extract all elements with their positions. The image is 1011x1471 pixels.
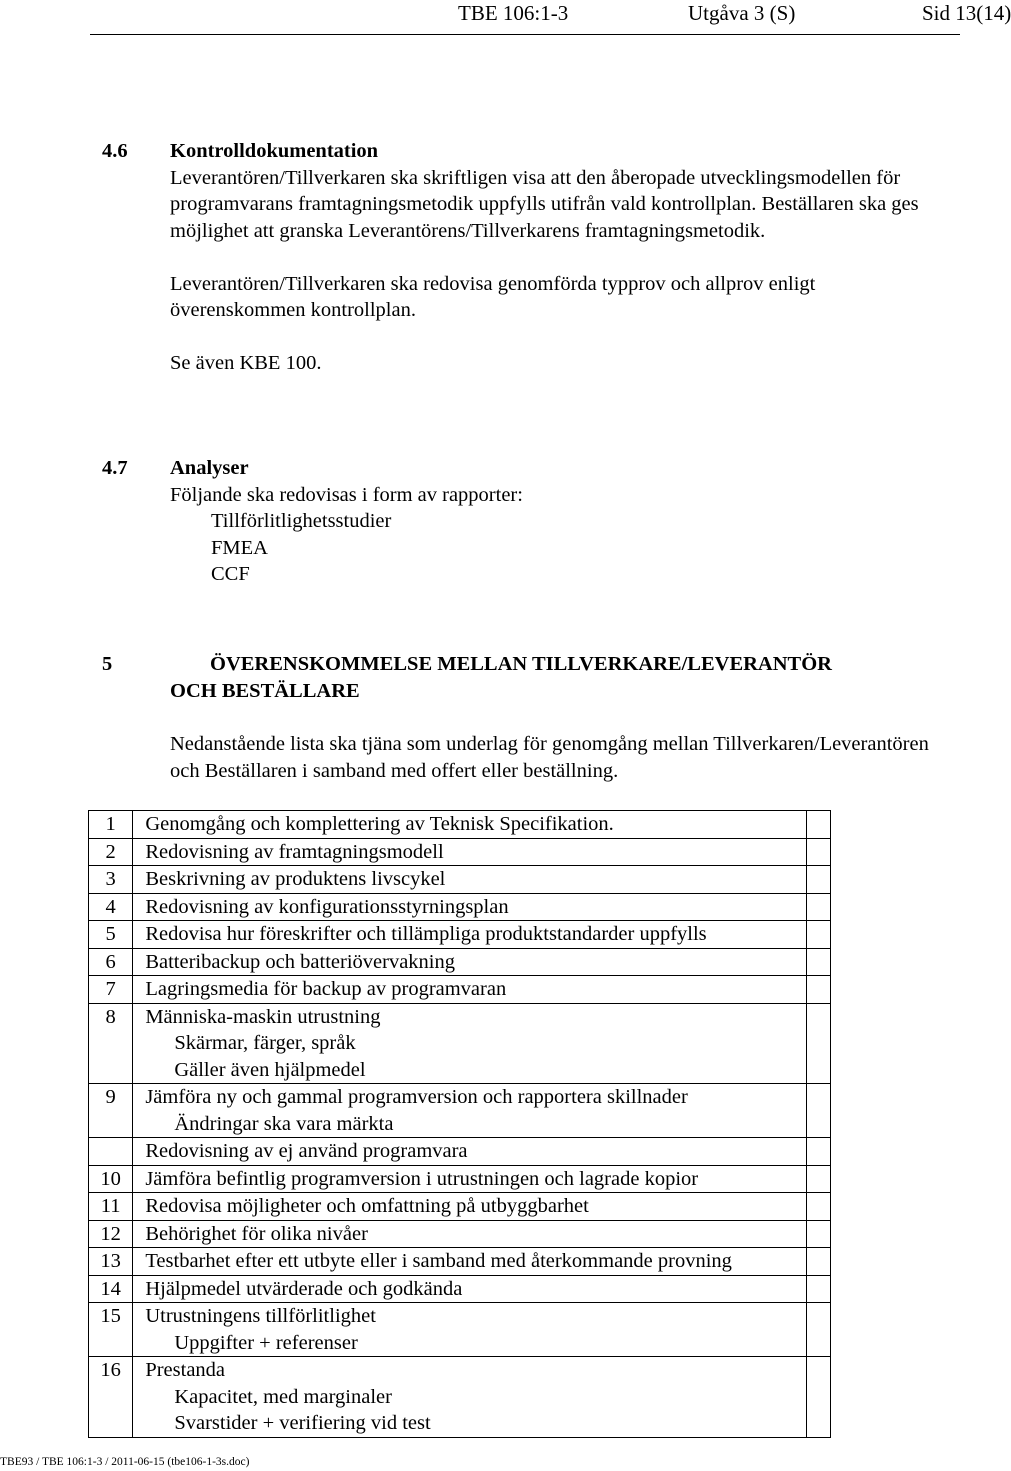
empty-cell	[806, 1084, 830, 1138]
item-number: 13	[89, 1248, 133, 1276]
item-subline: Skärmar, färger, språk	[174, 1032, 356, 1054]
table-row	[89, 1003, 831, 1084]
list-item: Tillförlitlighetsstudier	[211, 510, 392, 532]
item-line: Lagringsmedia för backup av programvaran	[145, 978, 507, 1000]
item-line: Redovisa hur föreskrifter och tillämpliga produktstandarder uppfylls	[145, 923, 707, 945]
item-line: Prestanda	[145, 1359, 226, 1381]
item-line: Redovisa möjligheter och omfattning på utbyggbarhet	[145, 1195, 589, 1217]
item-text	[133, 1084, 806, 1138]
empty-cell	[806, 1303, 830, 1357]
table-row	[89, 893, 831, 921]
table-row	[89, 1193, 831, 1221]
item-number: 16	[89, 1357, 133, 1438]
table-row	[89, 838, 831, 866]
list-item: CCF	[211, 563, 250, 585]
section-number: 4.6	[102, 140, 128, 162]
item-subline: Kapacitet, med marginaler	[174, 1385, 392, 1408]
item-number: 12	[89, 1220, 133, 1248]
empty-cell	[806, 976, 830, 1004]
item-text	[133, 838, 806, 866]
list-item: FMEA	[211, 536, 268, 559]
item-text	[133, 1165, 806, 1193]
item-number: 7	[89, 976, 133, 1004]
section-title: Analyser	[170, 457, 249, 479]
item-line: Redovisning av ej använd programvara	[145, 1140, 468, 1162]
table-row	[89, 1248, 831, 1276]
item-line: Batteribackup och batteriövervakning	[145, 950, 455, 973]
item-number: 4	[89, 893, 133, 921]
section-body	[170, 165, 940, 377]
item-line: Genomgång och komplettering av Teknisk Specifikation.	[145, 813, 614, 835]
item-text	[133, 921, 806, 949]
item-text	[133, 866, 806, 894]
item-text	[133, 1193, 806, 1221]
item-subline: Uppgifter + referenser	[174, 1331, 358, 1354]
empty-cell	[806, 1220, 830, 1248]
item-number: 9	[89, 1084, 133, 1138]
item-line: Hjälpmedel utvärderade och godkända	[145, 1277, 463, 1300]
section-number: 4.7	[102, 457, 128, 479]
item-text	[133, 1275, 806, 1303]
table-row	[89, 1220, 831, 1248]
section-number: 5	[102, 653, 113, 675]
empty-cell	[806, 1003, 830, 1084]
table-row	[89, 866, 831, 894]
empty-cell	[806, 893, 830, 921]
item-line: Utrustningens tillförlitlighet	[145, 1305, 376, 1327]
empty-cell	[806, 1248, 830, 1276]
item-text	[133, 948, 806, 976]
empty-cell	[806, 948, 830, 976]
paragraph: Leverantören/Tillverkaren ska redovisa genomförda typprov och allprov enligt överenskommen kontrollplan.	[170, 272, 816, 321]
item-text	[133, 811, 806, 839]
paragraph: Nedanstående lista ska tjäna som underlag för genomgång mellan Tillverkaren/Leverantören och Beställaren i samband med offert eller beställning.	[170, 733, 929, 782]
paragraph: Leverantören/Tillverkaren ska skriftligen visa att den åberopade utvecklingsmodellen för programvarans framtagningsmetodik uppfylls utifrån vald kontrollplan. Beställaren ska ges möjlighet att granska Leverantörens/Tillverkarens framtagningsmetodik.	[170, 166, 919, 242]
item-subline: Gäller även hjälpmedel	[174, 1058, 366, 1081]
item-text	[133, 976, 806, 1004]
empty-cell	[806, 1193, 830, 1221]
table-row	[89, 976, 831, 1004]
item-number: 2	[89, 838, 133, 866]
paragraph: Se även KBE 100.	[170, 352, 322, 374]
item-line: Beskrivning av produktens livscykel	[145, 868, 446, 890]
item-number: 6	[89, 948, 133, 976]
table-row	[89, 1303, 831, 1357]
item-text	[133, 1003, 806, 1084]
table-row	[89, 1357, 831, 1438]
item-text	[133, 1248, 806, 1276]
empty-cell	[806, 866, 830, 894]
table-row	[89, 1084, 831, 1138]
table-row	[89, 948, 831, 976]
section-title: Kontrolldokumentation	[170, 140, 379, 162]
empty-cell	[806, 1357, 830, 1438]
item-number	[89, 1138, 133, 1166]
section-title-continued: OCH BESTÄLLARE	[170, 679, 360, 702]
empty-cell	[806, 811, 830, 839]
item-text	[133, 1303, 806, 1357]
item-line: Redovisning av konfigurationsstyrningsplan	[145, 895, 509, 918]
empty-cell	[806, 1275, 830, 1303]
empty-cell	[806, 1138, 830, 1166]
empty-cell	[806, 838, 830, 866]
item-number: 15	[89, 1303, 133, 1357]
table-row	[89, 1138, 831, 1166]
item-line: Testbarhet efter ett utbyte eller i samband med återkommande provning	[145, 1250, 732, 1272]
page-header	[90, 0, 1011, 35]
item-number: 10	[89, 1165, 133, 1193]
section-body	[170, 731, 940, 784]
header-doc-id: TBE 106:1-3	[458, 1, 569, 25]
item-number: 8	[89, 1003, 133, 1084]
empty-cell	[806, 921, 830, 949]
checklist-table	[88, 810, 831, 1438]
header-edition: Utgåva 3 (S)	[688, 1, 796, 25]
header-page-number: Sid 13(14)	[922, 1, 1011, 25]
section-title: ÖVERENSKOMMELSE MELLAN TILLVERKARE/LEVERANTÖR	[210, 653, 832, 675]
item-number: 14	[89, 1275, 133, 1303]
item-text	[133, 1220, 806, 1248]
empty-cell	[806, 1165, 830, 1193]
item-subline: Ändringar ska vara märkta	[174, 1112, 394, 1135]
item-line: Människa-maskin utrustning	[145, 1005, 381, 1028]
section-body	[170, 482, 940, 588]
footer: TBE93 / TBE 106:1-3 / 2011-06-15 (tbe106-1-3s.doc)	[0, 1456, 250, 1468]
paragraph: Följande ska redovisas i form av rapporter:	[170, 483, 523, 506]
table-row	[89, 811, 831, 839]
item-text	[133, 1357, 806, 1438]
table-row	[89, 921, 831, 949]
item-text	[133, 893, 806, 921]
item-line: Jämföra ny och gammal programversion och rapportera skillnader	[145, 1086, 688, 1108]
item-subline: Svarstider + verifiering vid test	[174, 1412, 431, 1434]
item-number: 5	[89, 921, 133, 949]
item-line: Jämföra befintlig programversion i utrustningen och lagrade kopior	[145, 1167, 699, 1190]
table-row	[89, 1165, 831, 1193]
item-line: Behörighet för olika nivåer	[145, 1222, 368, 1245]
item-number: 11	[89, 1193, 133, 1221]
item-number: 3	[89, 866, 133, 894]
item-line: Redovisning av framtagningsmodell	[145, 840, 444, 863]
item-text	[133, 1138, 806, 1166]
table-row	[89, 1275, 831, 1303]
item-number: 1	[89, 811, 133, 839]
